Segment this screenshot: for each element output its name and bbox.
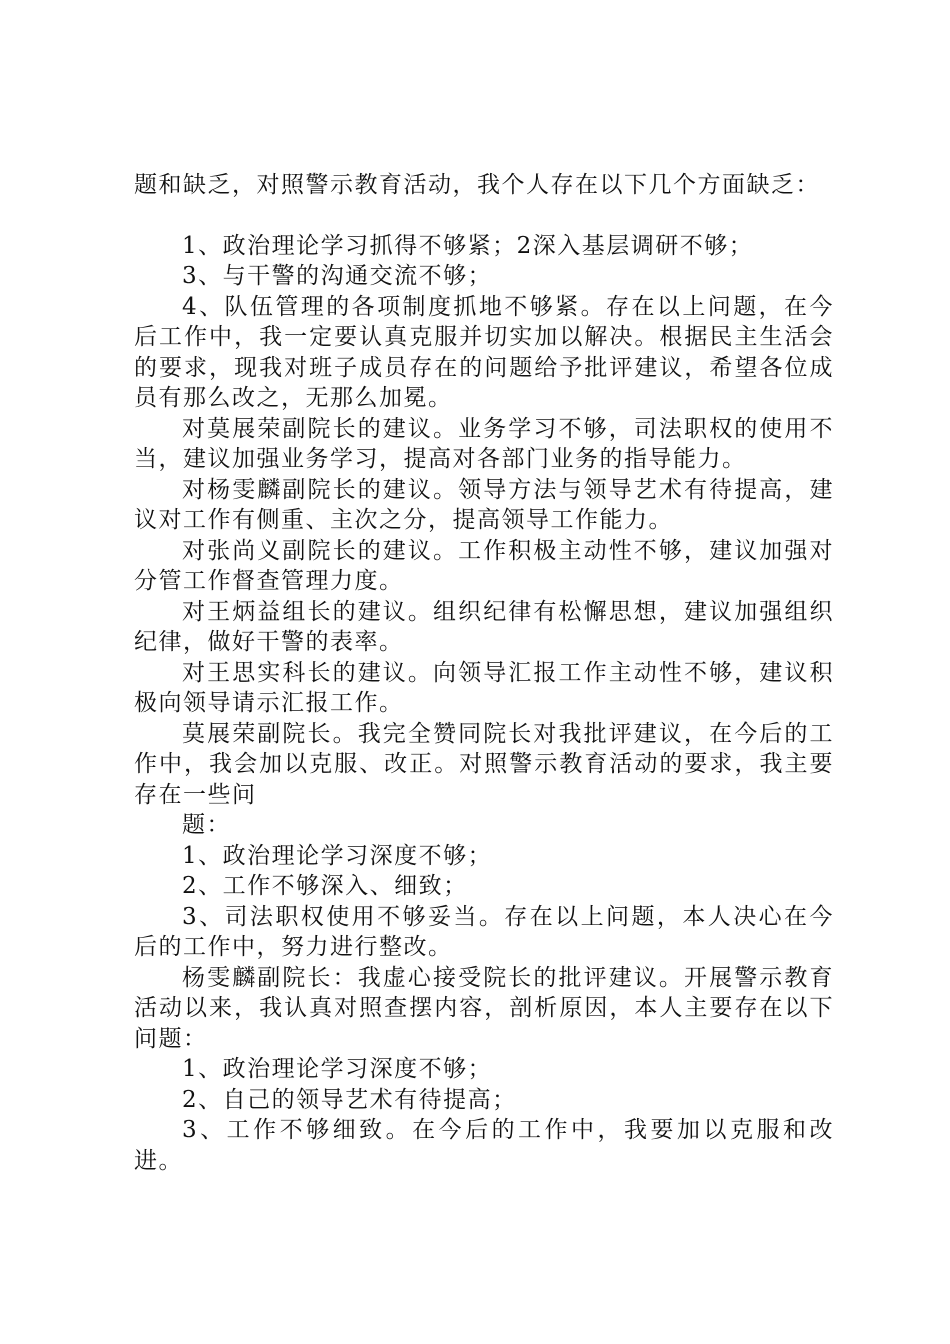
paragraph: 3、工作不够细致。在今后的工作中，我要加以克服和改进。 bbox=[134, 1117, 834, 1174]
paragraph: 题和缺乏，对照警示教育活动，我个人存在以下几个方面缺乏： bbox=[134, 172, 820, 198]
paragraph: 2、自己的领导艺术有待提高； bbox=[182, 1086, 517, 1113]
paragraph: 对王思实科长的建议。向领导汇报工作主动性不够，建议积极向领导请示汇报工作。 bbox=[134, 659, 834, 716]
paragraph: 1、政治理论学习抓得不够紧；2深入基层调研不够； bbox=[182, 232, 754, 259]
paragraph: 对莫展荣副院长的建议。业务学习不够，司法职权的使用不当，建议加强业务学习，提高对各部门业务的指导能力。 bbox=[134, 415, 834, 472]
paragraph: 3、司法职权使用不够妥当。存在以上问题，本人决心在今后的工作中，努力进行整改。 bbox=[134, 903, 834, 960]
paragraph: 1、政治理论学习深度不够； bbox=[182, 842, 493, 869]
paragraph: 4、队伍管理的各项制度抓地不够紧。存在以上问题，在今后工作中，我一定要认真克服并切实加以解决。根据民主生活会的要求，现我对班子成员存在的问题给予批评建议，希望各位成员有那么改之，无那么加冕。 bbox=[134, 293, 834, 411]
document-body bbox=[134, 170, 834, 1176]
paragraph: 2、工作不够深入、细致； bbox=[182, 873, 468, 899]
paragraph: 莫展荣副院长。我完全赞同院长对我批评建议，在今后的工作中，我会加以克服、改正。对照警示教育活动的要求，我主要存在一些问 bbox=[134, 720, 834, 808]
paragraph: 3、与干警的沟通交流不够； bbox=[182, 263, 493, 289]
paragraph: 对王炳益组长的建议。组织纪律有松懈思想，建议加强组织纪律，做好干警的表率。 bbox=[134, 598, 834, 655]
paragraph: 题： bbox=[182, 812, 231, 838]
paragraph: 对张尚义副院长的建议。工作积极主动性不够，建议加强对分管工作督查管理力度。 bbox=[134, 537, 834, 594]
paragraph: 对杨雯麟副院长的建议。领导方法与领导艺术有待提高，建议对工作有侧重、主次之分，提高领导工作能力。 bbox=[134, 476, 834, 533]
paragraph: 杨雯麟副院长：我虚心接受院长的批评建议。开展警示教育活动以来，我认真对照查摆内容，剖析原因，本人主要存在以下问题： bbox=[134, 964, 834, 1052]
paragraph: 1、政治理论学习深度不够； bbox=[182, 1056, 493, 1082]
